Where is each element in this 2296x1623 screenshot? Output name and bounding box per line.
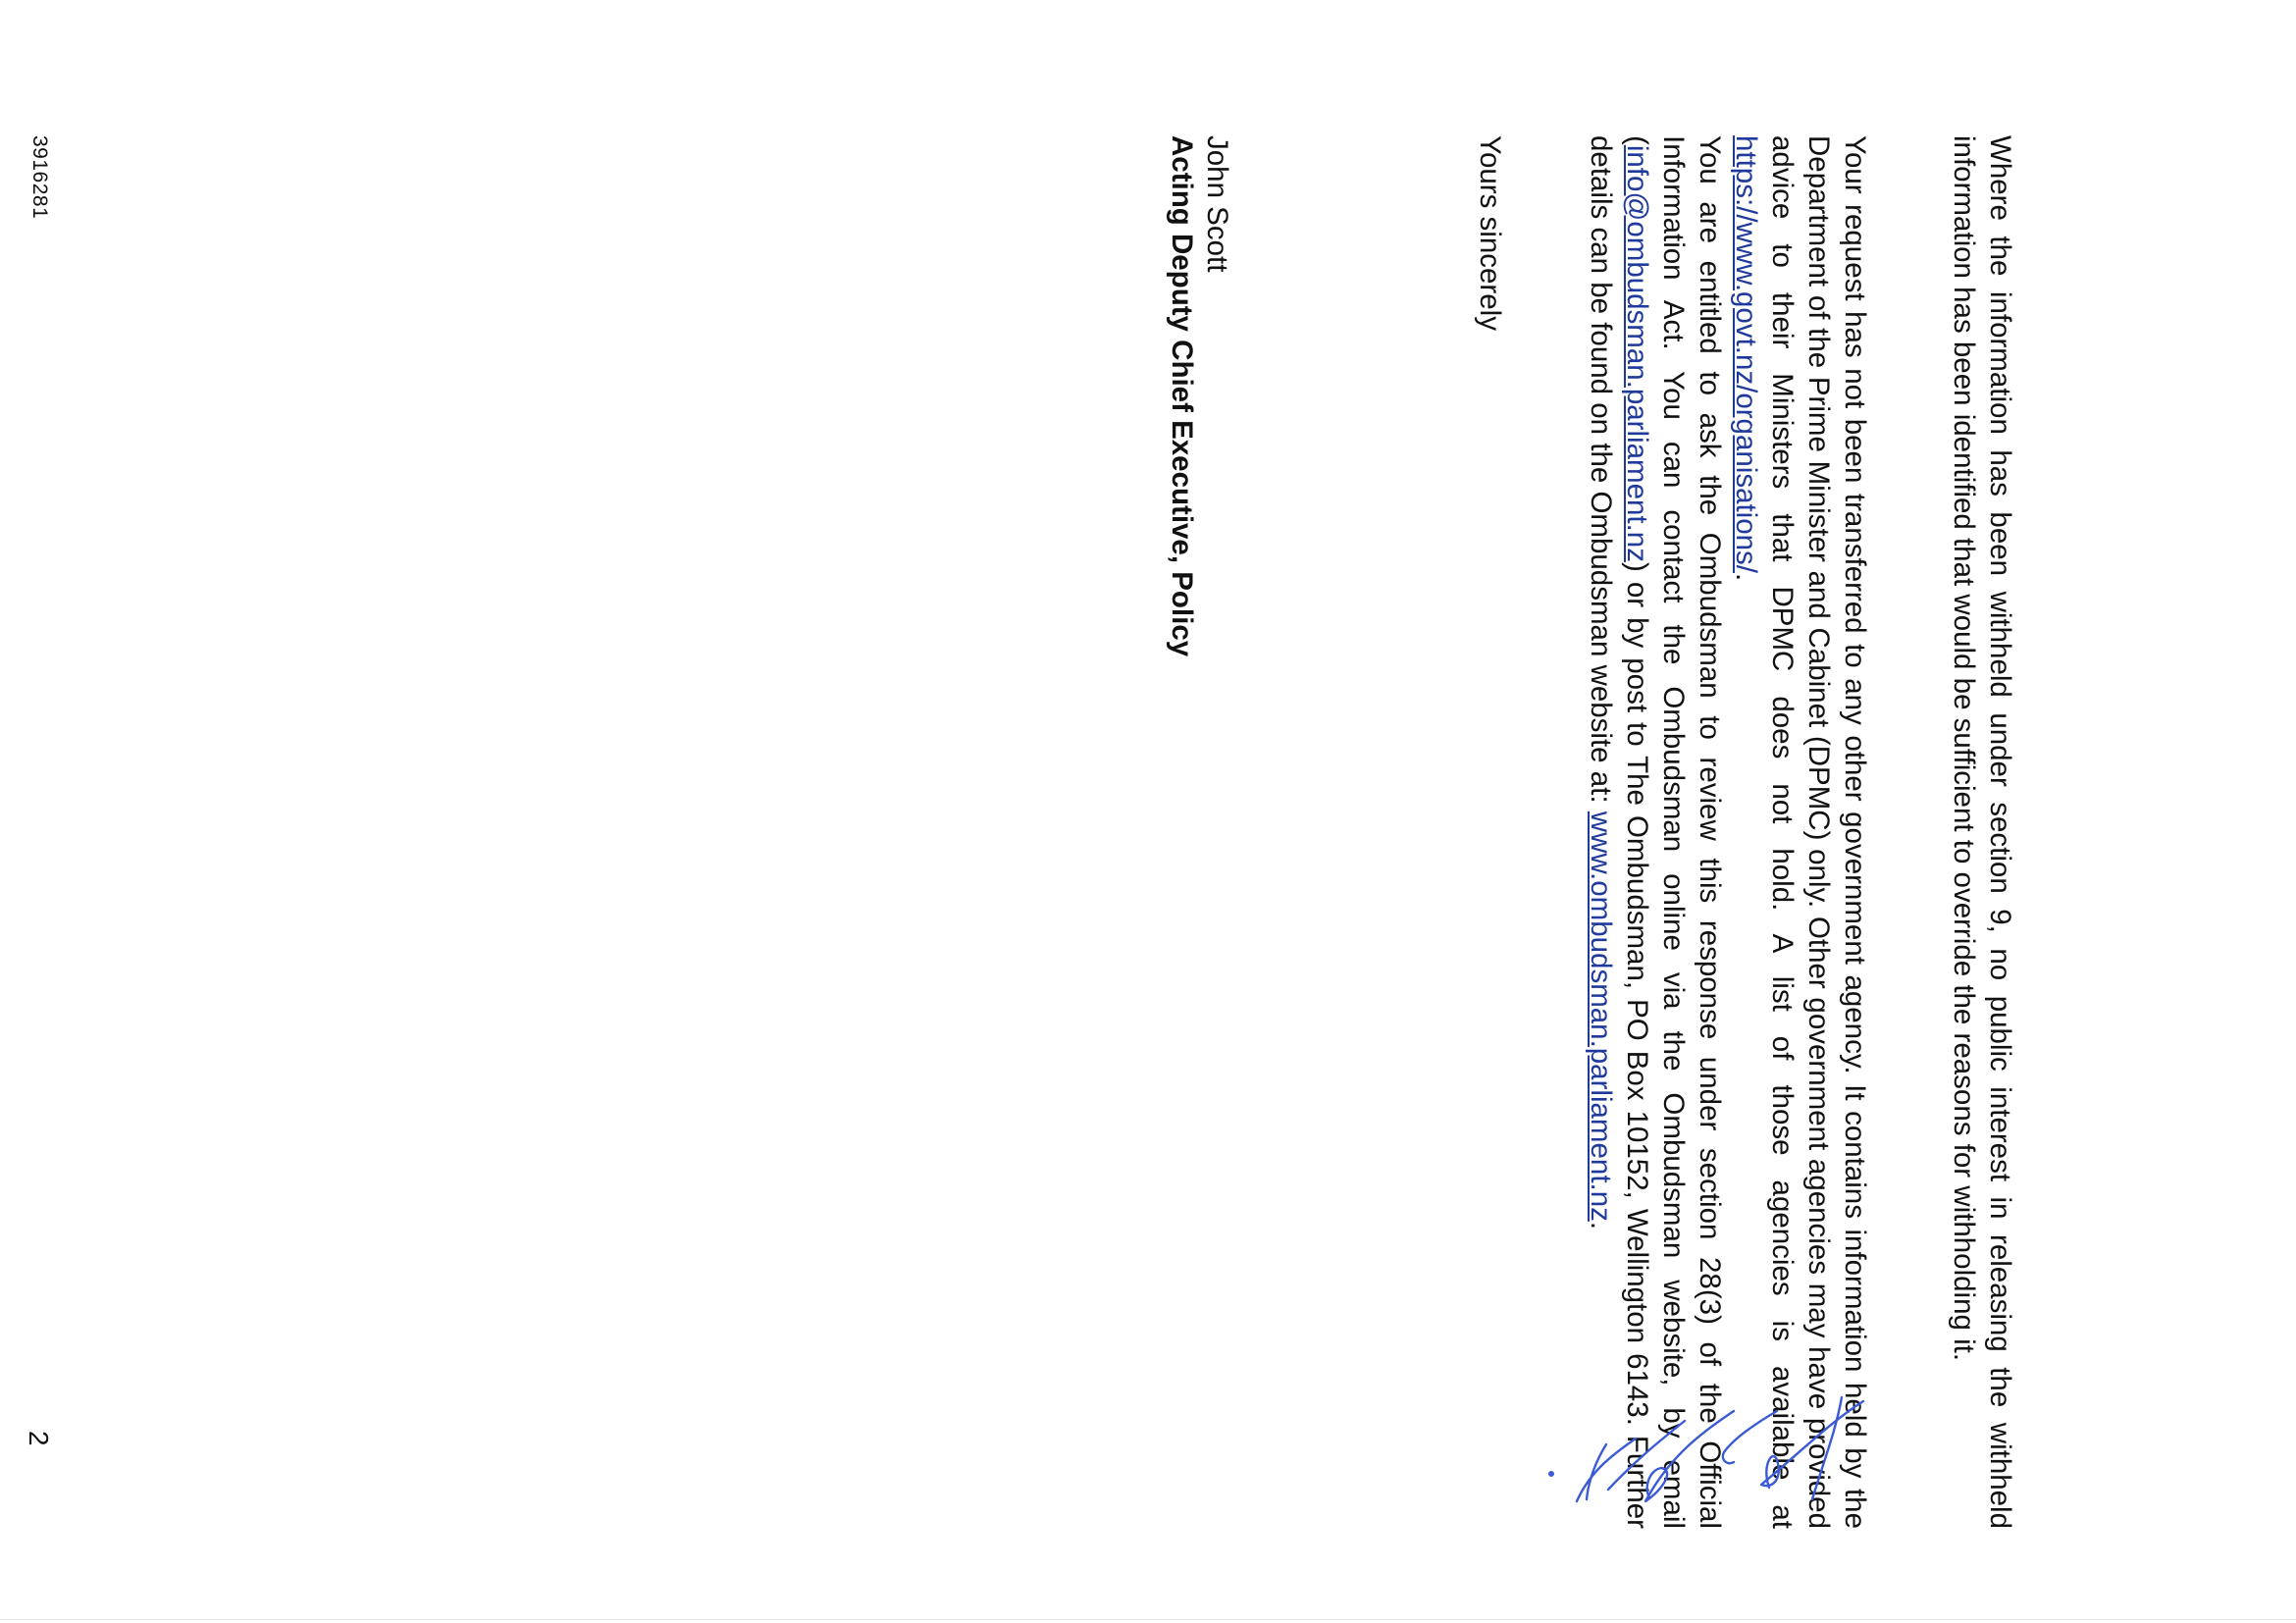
paragraph-transfer-end: . (1730, 573, 1762, 582)
paragraph-ombudsman (1583, 135, 1728, 1529)
paragraph-transfer (1728, 135, 1873, 1529)
ombudsman-website-link[interactable]: www.ombudsman.parliament.nz (1585, 811, 1617, 1222)
page-bottom-edge (0, 1619, 2296, 1620)
govt-organisations-link[interactable]: https://www.govt.nz/organisations/ (1730, 135, 1762, 574)
paragraph-withholding-text: Where the information has been withheld under section 9, no public interest in releasing the withheld information has been identified that would be sufficient to override the reasons for withholding it. (1948, 135, 2016, 1529)
ombudsman-email-link[interactable]: info@ombudsman.parliament.nz (1621, 144, 1653, 562)
paragraph-withholding (1946, 135, 2018, 1529)
signatory-title: Acting Deputy Chief Executive, Policy (1166, 135, 1198, 657)
paragraph-ombudsman-end: . (1585, 1221, 1617, 1230)
paragraph-ombudsman-text-2: ) or by post to The Ombudsman, PO Box 10152, Wellington 6143. Further details can be found on the Ombudsman website at: (1585, 135, 1653, 1529)
page-number: 2 (24, 1431, 54, 1446)
paragraph-ombudsman-text-1: You are entitled to ask the Ombudsman to review this response under section 28(3) of the Official Information Act. You can contact the Ombudsman online via the Ombudsman website, by email ( (1621, 135, 1726, 1529)
paragraph-transfer-text: Your request has not been transferred to any other government agency. It contains information held by the Department of the Prime Minister and Cabinet (DPMC) only. Other government agencies may have provided advice to their Ministers that DPMC does not hold. A list of those agencies is available at (1766, 135, 1871, 1529)
document-number: 3916281 (28, 135, 51, 220)
signatory-name: John Scott (1201, 135, 1233, 273)
closing-salutation: Yours sincerely (1474, 135, 1506, 331)
handwritten-signature (1547, 1391, 1871, 1509)
